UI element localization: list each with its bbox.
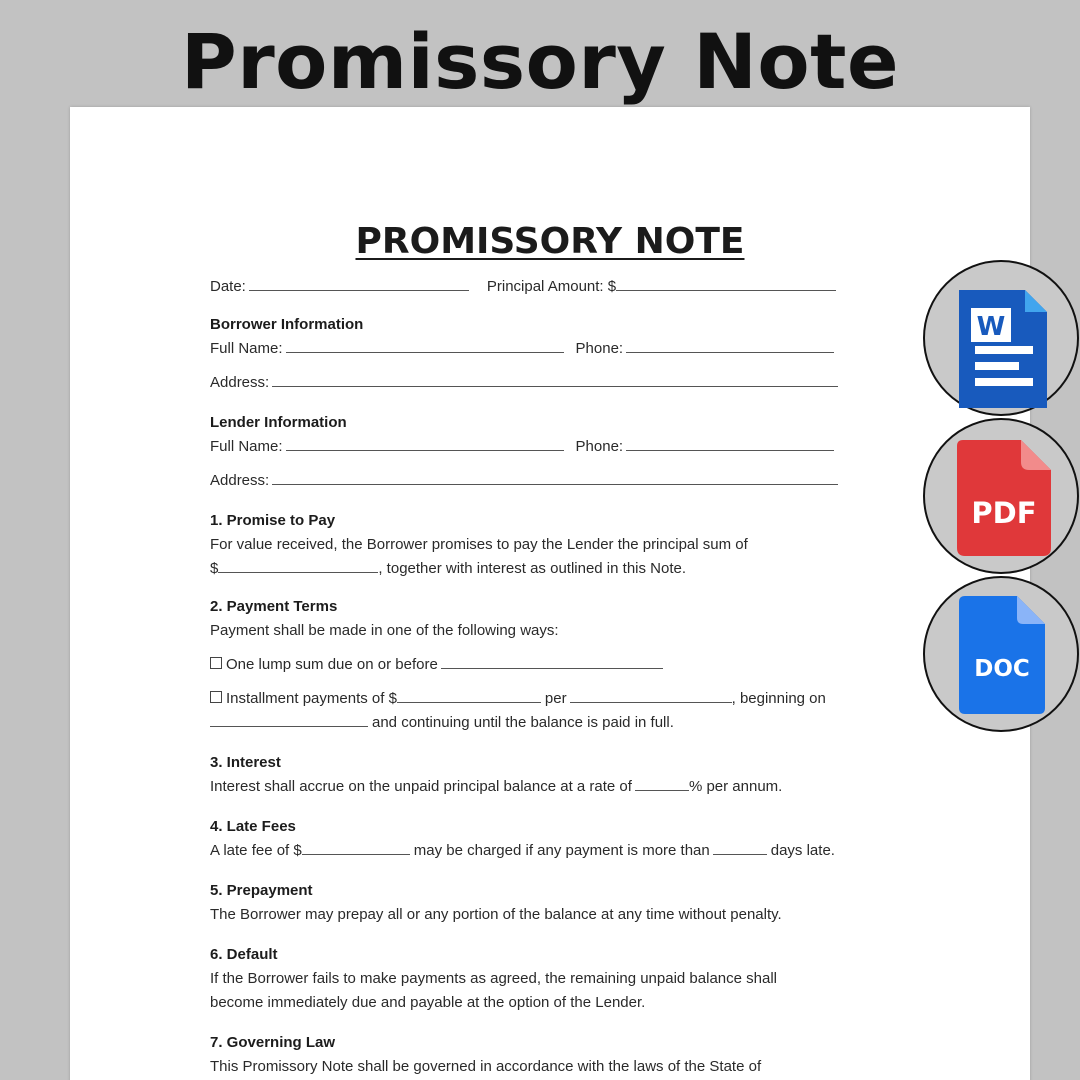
lender-full-name-field[interactable] [286,435,564,451]
lender-address-field[interactable] [272,469,838,485]
pdf-document-icon [925,420,1080,576]
installment-period-field[interactable] [570,687,732,703]
payment-option-installment-line2 [210,711,910,735]
lender-phone-field[interactable] [626,435,834,451]
doc-document-icon [925,578,1080,734]
lump-sum-label: One lump sum due on or before [226,656,438,673]
document-title: PROMISSORY NOTE [355,221,745,262]
section-prepayment-heading: 5. Prepayment [210,882,313,899]
lender-address-row [210,469,910,493]
section-prepayment-text: The Borrower may prepay all or any portion of the balance at any time without penalty. [210,906,782,923]
section-default-line1: If the Borrower fails to make payments as agreed, the remaining unpaid balance shall [210,970,777,987]
section-promise-line2 [210,557,910,581]
installment-amount-field[interactable] [397,687,541,703]
section-governing-law-line1: This Promissory Note shall be governed in accordance with the laws of the State of [210,1058,762,1075]
pdf-format-badge [923,418,1079,574]
borrower-full-name-field[interactable] [286,337,564,353]
pdf-label: PDF [971,496,1037,530]
late-fee-days-field[interactable] [713,839,767,855]
payment-option-lump-sum [210,653,910,677]
section-late-fees-text [210,839,910,863]
doc-label: DOC [974,656,1030,682]
section-promise-heading: 1. Promise to Pay [210,512,336,529]
installment-label: Installment payments of $ [226,690,397,707]
installment-per-label: per [544,690,567,707]
doc-format-badge [923,576,1079,732]
borrower-name-row [210,337,910,361]
word-format-badge [923,260,1079,416]
payment-option-installment [210,687,910,711]
installment-tail-text: and continuing until the balance is paid in full. [372,714,674,731]
installment-beginning-label: , beginning on [731,690,826,707]
section-governing-law-heading: 7. Governing Law [210,1034,336,1051]
late-fee-text-a: A late fee of $ [210,842,302,859]
borrower-phone-field[interactable] [626,337,834,353]
section-interest-heading: 3. Interest [210,754,281,771]
interest-text-b: % per annum. [688,778,783,795]
interest-text-a: Interest shall accrue on the unpaid principal balance at a rate of [210,778,632,795]
lender-heading: Lender Information [210,414,347,431]
principal-amount-label: Principal Amount: $ [486,278,617,295]
principal-amount-field[interactable] [616,275,836,291]
borrower-heading: Borrower Information [210,316,364,333]
lump-sum-date-field[interactable] [441,653,663,669]
promise-line2-text: , together with interest as outlined in this Note. [378,560,687,577]
borrower-address-label: Address: [210,374,270,391]
section-default-line2: become immediately due and payable at the option of the Lender. [210,994,646,1011]
installment-start-date-field[interactable] [210,711,368,727]
section-payment-intro: Payment shall be made in one of the following ways: [210,622,559,639]
borrower-phone-label: Phone: [575,340,624,357]
date-label: Date: [210,278,246,295]
date-field[interactable] [249,275,469,291]
lender-address-label: Address: [210,472,270,489]
banner-title: Promissory Note [181,17,899,106]
interest-rate-field[interactable] [635,775,689,791]
lender-name-row [210,435,910,459]
late-fee-text-b: may be charged if any payment is more than [413,842,710,859]
lump-sum-checkbox[interactable] [210,657,222,669]
borrower-full-name-label: Full Name: [210,340,283,357]
section-late-fees-heading: 4. Late Fees [210,818,296,835]
promise-dollar-sign: $ [210,560,219,577]
promise-amount-field[interactable] [218,557,378,573]
section-default-heading: 6. Default [210,946,278,963]
installment-checkbox[interactable] [210,691,222,703]
section-promise-line1: For value received, the Borrower promises to pay the Lender the principal sum of [210,536,748,553]
promissory-note-form [210,217,910,1079]
late-fee-text-c: days late. [770,842,835,859]
borrower-address-field[interactable] [272,371,838,387]
word-letter: W [976,312,1006,342]
lender-full-name-label: Full Name: [210,438,283,455]
document-page [70,107,1030,1080]
section-interest-text [210,775,910,799]
lender-phone-label: Phone: [575,438,624,455]
borrower-address-row [210,371,910,395]
late-fee-amount-field[interactable] [302,839,410,855]
section-payment-heading: 2. Payment Terms [210,598,338,615]
date-principal-row [210,275,910,299]
word-document-icon [925,262,1080,418]
